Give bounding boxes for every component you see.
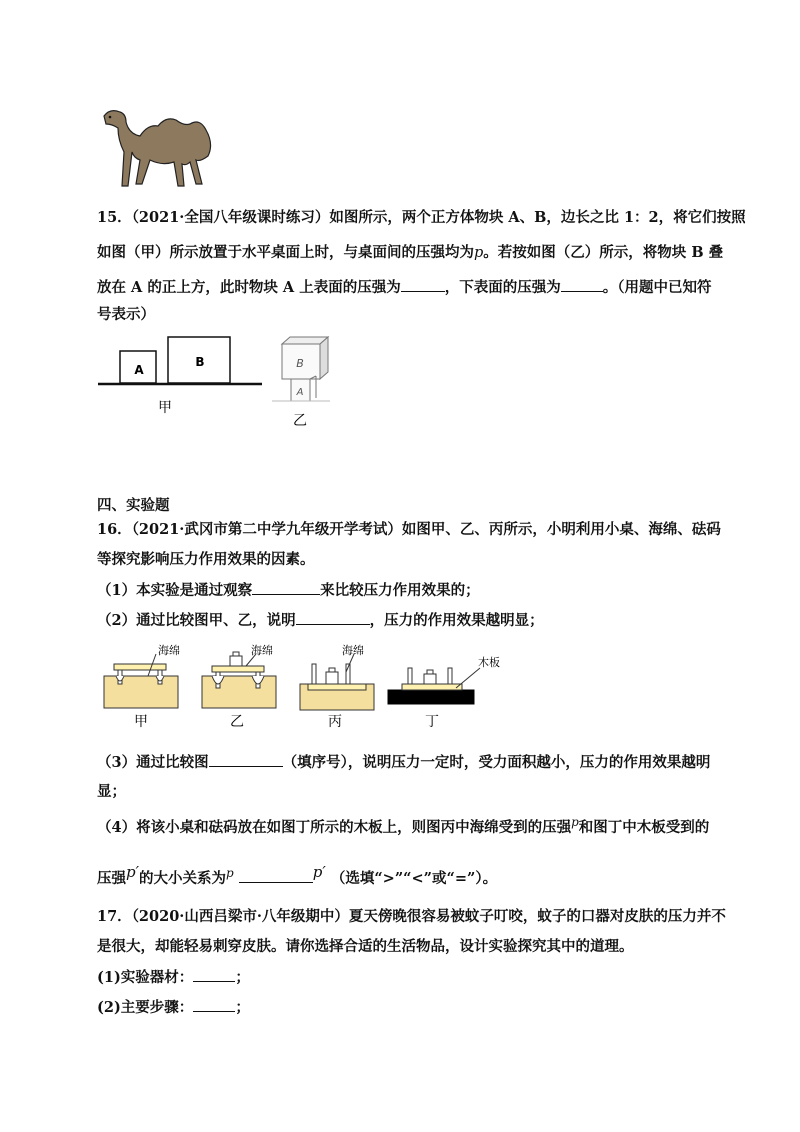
fig-yi-sponge: 海绵 bbox=[251, 644, 273, 657]
fig16-label-bing: 丙 bbox=[328, 714, 342, 730]
fig-bing-sponge: 海绵 bbox=[342, 644, 364, 657]
fig16-label-yi: 乙 bbox=[230, 714, 244, 730]
q15-source: （2021·全国八年级课时练习） bbox=[131, 209, 330, 226]
fig-ding-board: 木板 bbox=[478, 656, 500, 669]
q15-line1: 如图所示，两个正方体物块 A、B，边长之比 1：2，将它们按照 bbox=[329, 209, 746, 226]
q16-number: 16． bbox=[97, 521, 132, 538]
q17-blank-2[interactable] bbox=[193, 997, 235, 1012]
q17-item1b: ； bbox=[235, 969, 250, 986]
q17-number: 17． bbox=[97, 908, 132, 925]
q16-source: （2021·武冈市第二中学九年级开学考试） bbox=[131, 521, 402, 538]
q15-line3a: 放在 A 的正上方，此时物块 A 上表面的压强为 bbox=[97, 279, 401, 296]
fig16-label-jia: 甲 bbox=[134, 714, 148, 730]
fig-jia-label: 甲 bbox=[158, 400, 172, 416]
q16-p2b: ，压力的作用效果越明显； bbox=[369, 612, 544, 629]
q16-p1a: （1）本实验是通过观察 bbox=[97, 582, 253, 599]
fig-yi-b-label: B bbox=[296, 357, 304, 370]
q17-source: （2020·山西吕梁市·八年级期中） bbox=[131, 908, 349, 925]
q16-p3b: （填序号），说明压力一定时，受力面积越小，压力的作用效果越明 bbox=[282, 754, 711, 771]
q17-line1: 夏天傍晚很容易被蚊子叮咬，蚊子的口器对皮肤的压力并不 bbox=[348, 908, 726, 925]
q15-line2a: 如图（甲）所示放置于水平桌面上时，与桌面间的压强均为 bbox=[97, 244, 474, 261]
q16-p3c: 显； bbox=[97, 783, 126, 800]
fig-yi-label: 乙 bbox=[293, 413, 307, 429]
q16-p4a: （4）将该小桌和砝码放在如图丁所示的木板上，则图丙中海绵受到的压强 bbox=[97, 818, 572, 836]
q16-p5c: （选填“>”“<”或“=”）。 bbox=[330, 869, 498, 887]
q16-p2a: （2）通过比较图甲、乙，说明 bbox=[97, 612, 296, 629]
q15-blank-2[interactable] bbox=[561, 277, 603, 292]
q17-blank-1[interactable] bbox=[193, 967, 235, 982]
fig16-label-ding: 丁 bbox=[425, 714, 439, 730]
q16-var-p2: p′ bbox=[126, 863, 140, 881]
q15-line3c: 。（用题中已知符 bbox=[602, 279, 712, 296]
q16-blank-1[interactable] bbox=[252, 580, 320, 595]
block-a-label: A bbox=[134, 363, 144, 377]
q16-var-p4: p′ bbox=[312, 863, 326, 881]
q17-item1a: (1)实验器材： bbox=[97, 969, 194, 986]
q15-var-p: p bbox=[474, 245, 484, 261]
camel-illustration bbox=[96, 104, 226, 194]
q16-line1: 如图甲、乙、丙所示，小明利用小桌、海绵、砝码 bbox=[401, 521, 721, 538]
q15-figure-jia bbox=[96, 334, 266, 424]
q16-line2: 等探究影响压力作用效果的因素。 bbox=[97, 551, 315, 568]
q16-blank-4[interactable] bbox=[239, 868, 313, 883]
q17-line2: 是很大，却能轻易刺穿皮肤。请你选择合适的生活物品，设计实验探究其中的道理。 bbox=[97, 938, 634, 955]
q15-figure-yi bbox=[270, 334, 340, 434]
section-title: 四、实验题 bbox=[97, 497, 170, 514]
q16-var-p3: p bbox=[226, 866, 234, 880]
fig-yi-a-label: A bbox=[296, 387, 304, 398]
fig-jia-sponge: 海绵 bbox=[158, 644, 180, 657]
q15-line2b: 。若按如图（乙）所示，将物块 B 叠 bbox=[483, 244, 724, 261]
q16-var-p1: p bbox=[571, 815, 579, 829]
q16-p3a: （3）通过比较图 bbox=[97, 754, 209, 771]
q15-line4: 号表示） bbox=[97, 306, 155, 323]
q16-p4b: 和图丁中木板受到的 bbox=[578, 818, 710, 836]
q16-p5a: 压强 bbox=[97, 869, 126, 887]
q16-p5b: 的大小关系为 bbox=[139, 869, 227, 887]
q16-figures bbox=[96, 642, 516, 732]
q15-line3b: ，下表面的压强为 bbox=[444, 279, 561, 296]
q15-number: 15． bbox=[97, 209, 132, 226]
block-b-label: B bbox=[195, 355, 205, 369]
q16-blank-2[interactable] bbox=[296, 610, 370, 625]
q17-item2a: (2)主要步骤： bbox=[97, 999, 194, 1016]
q15-blank-1[interactable] bbox=[401, 277, 445, 292]
q16-p1b: 来比较压力作用效果的； bbox=[320, 582, 480, 599]
q17-item2b: ； bbox=[235, 999, 250, 1016]
q16-blank-3[interactable] bbox=[209, 752, 283, 767]
